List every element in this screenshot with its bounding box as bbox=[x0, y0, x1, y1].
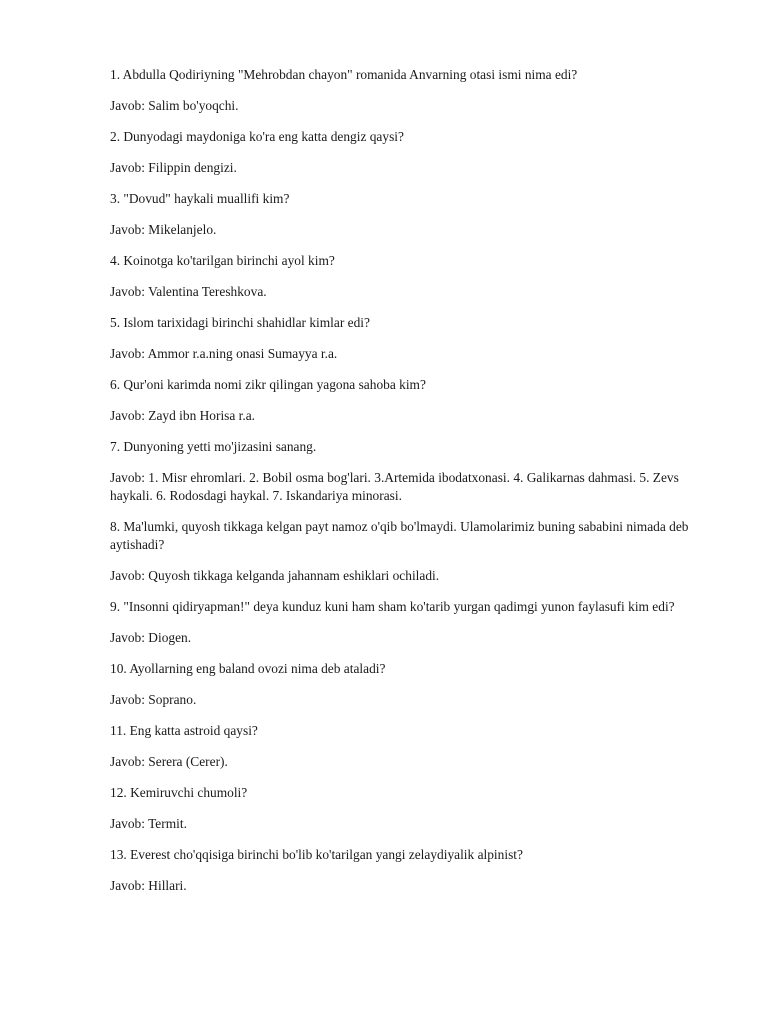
question-12: 12. Kemiruvchi chumoli? bbox=[110, 785, 248, 800]
answer-13: Javob: Hillari. bbox=[110, 878, 187, 893]
answer-10: Javob: Soprano. bbox=[110, 692, 197, 707]
question-4: 4. Koinotga ko'tarilgan birinchi ayol kim? bbox=[110, 253, 335, 268]
answer-7: Javob: 1. Misr ehromlari. 2. Bobil osma bog'lari. 3.Artemida ibodatxonasi. 4. Galikarnas dahmasi. 5. Zevs haykali. 6. Rodosdagi haykal. 7. Iskandariya minorasi. bbox=[110, 470, 679, 503]
document-page bbox=[110, 66, 710, 908]
answer-8: Javob: Quyosh tikkaga kelganda jahannam eshiklari ochiladi. bbox=[110, 568, 440, 583]
answer-5: Javob: Ammor r.a.ning onasi Sumayya r.a. bbox=[110, 346, 338, 361]
answer-12: Javob: Termit. bbox=[110, 816, 187, 831]
answer-9: Javob: Diogen. bbox=[110, 630, 192, 645]
question-8: 8. Ma'lumki, quyosh tikkaga kelgan payt namoz o'qib bo'lmaydi. Ulamolarimiz buning sababini nimada deb aytishadi? bbox=[110, 519, 689, 552]
question-3: 3. "Dovud" haykali muallifi kim? bbox=[110, 191, 290, 206]
question-11: 11. Eng katta astroid qaysi? bbox=[110, 723, 258, 738]
question-10: 10. Ayollarning eng baland ovozi nima deb ataladi? bbox=[110, 661, 386, 676]
answer-6: Javob: Zayd ibn Horisa r.a. bbox=[110, 408, 256, 423]
question-7: 7. Dunyoning yetti mo'jizasini sanang. bbox=[110, 439, 317, 454]
question-9: 9. "Insonni qidiryapman!" deya kunduz kuni ham sham ko'tarib yurgan qadimgi yunon faylasufi kim edi? bbox=[110, 599, 675, 614]
answer-3: Javob: Mikelanjelo. bbox=[110, 222, 217, 237]
question-2: 2. Dunyodagi maydoniga ko'ra eng katta dengiz qaysi? bbox=[110, 129, 404, 144]
question-5: 5. Islom tarixidagi birinchi shahidlar kimlar edi? bbox=[110, 315, 370, 330]
question-6: 6. Qur'oni karimda nomi zikr qilingan yagona sahoba kim? bbox=[110, 377, 426, 392]
question-1: 1. Abdulla Qodiriyning "Mehrobdan chayon" romanida Anvarning otasi ismi nima edi? bbox=[110, 67, 578, 82]
answer-1: Javob: Salim bo'yoqchi. bbox=[110, 98, 239, 113]
answer-4: Javob: Valentina Tereshkova. bbox=[110, 284, 267, 299]
answer-2: Javob: Filippin dengizi. bbox=[110, 160, 237, 175]
question-13: 13. Everest cho'qqisiga birinchi bo'lib ko'tarilgan yangi zelaydiyalik alpinist? bbox=[110, 847, 523, 862]
answer-11: Javob: Serera (Cerer). bbox=[110, 754, 228, 769]
